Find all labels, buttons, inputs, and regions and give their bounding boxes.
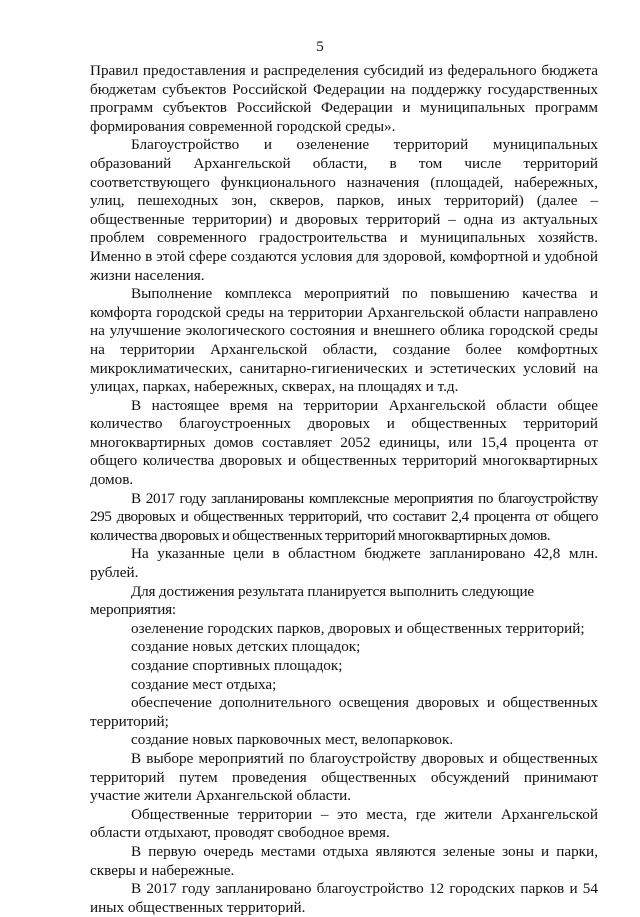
paragraph: На указанные цели в областном бюджете запланировано 42,8 млн. рублей. (90, 545, 598, 582)
paragraph: В настоящее время на территории Архангельской области общее количество благоустроенных дворовых и общественных территорий многоквартирных домов составляет 2052 единицы, или 15,4 процента от общего количества дворовых и общественных территорий многоквартирных домов. (90, 396, 598, 489)
document-body (90, 62, 598, 917)
list-intro: Для достижения результата планируется выполнить следующие мероприятия: (90, 582, 534, 619)
list-item: создание спортивных площадок; (131, 657, 343, 674)
paragraph: В 2017 году запланированы комплексные мероприятия по благоустройству 295 дворовых и общественных территорий, что составит 2,4 процента от общего количества дворовых и общественных территорий многоквартирных домов. (90, 489, 598, 544)
list-item: озеленение городских парков, дворовых и общественных территорий; (131, 619, 585, 637)
list-item: обеспечение дополнительного освещения дворовых и общественных территорий; (90, 694, 598, 730)
paragraph: Выполнение комплекса мероприятий по повышению качества и комфорта городской среды на территории Архангельской области направлено на улучшение экологического состояния и внешнего облика городской среды на территории Архангельской области, создание более комфортных микроклиматических, санитарно-гигиенических и эстетических условий на улицах, парках, набережных, скверах, на площадях и т.д. (90, 285, 598, 396)
paragraph: В первую очередь местами отдыха являются зеленые зоны и парки, скверы и набережные. (90, 842, 598, 879)
page-number: 5 (316, 39, 324, 55)
list-item: создание новых парковочных мест, велопарковок. (131, 731, 454, 749)
list-item: создание мест отдыха; (131, 675, 277, 693)
paragraph: В выборе мероприятий по благоустройству дворовых и общественных территорий путем проведения общественных обсуждений принимают участие жители Архангельской области. (90, 749, 598, 805)
paragraph: Общественные территории – это места, где жители Архангельской области отдыхают, проводят свободное время. (90, 805, 598, 842)
list-item: создание новых детских площадок; (131, 638, 361, 656)
paragraph: В 2017 году запланировано благоустройство 12 городских парков и 54 иных общественных территорий. (90, 880, 598, 916)
paragraph: Благоустройство и озеленение территорий муниципальных образований Архангельской области, в том числе территорий соответствующего функционального назначения (площадей, набережных, улиц, пешеходных зон, скверов, парков, иных территорий) (далее – общественные территории) и дворовых территорий – одна из актуальных проблем современного градостроительства и муниципальных хозяйств. Именно в этой сфере создаются условия для здоровой, комфортной и удобной жизни населения. (90, 136, 598, 284)
paragraph: Правил предоставления и распределения субсидий из федерального бюджета бюджетам субъектов Российской Федерации на поддержку государственных программ субъектов Российской Федерации и муниципальных программ формирования современной городской среды». (90, 62, 598, 135)
